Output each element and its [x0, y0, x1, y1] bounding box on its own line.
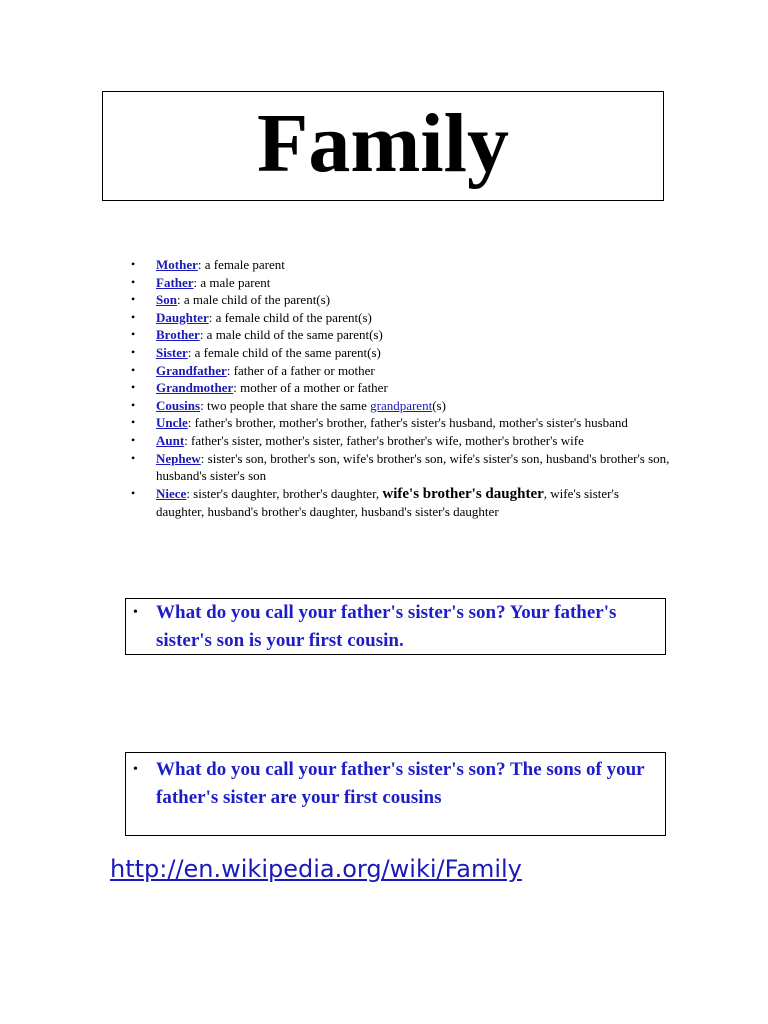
term-link-aunt[interactable]: Aunt — [156, 432, 185, 448]
term-link-mother[interactable]: Mother — [156, 257, 198, 272]
term-definition: : father's brother, mother's brother, father's sister's husband, mother's sister's husband — [187, 415, 628, 431]
term-definition: : a male child of the parent(s) — [176, 292, 331, 308]
page-title: Family — [257, 97, 509, 190]
grandparent-link[interactable]: grandparent — [370, 397, 433, 413]
list-item-brother — [130, 326, 670, 344]
qa-text: What do you call your father's sister's son? Your father's sister's son is your first cousin. — [156, 602, 617, 651]
term-list — [130, 256, 670, 521]
term-definition: : father's sister, mother's sister, father's brother's wife, mother's brother's wife — [184, 432, 584, 448]
term-definition-suffix: (s) — [432, 397, 446, 413]
title-box — [102, 91, 664, 201]
list-item-aunt — [130, 432, 670, 450]
term-link-son[interactable]: Son — [156, 292, 177, 308]
list-item-niece — [130, 485, 670, 521]
bullet-icon: • — [131, 344, 136, 359]
list-item-son — [130, 291, 670, 309]
term-link-father[interactable]: Father — [156, 274, 194, 290]
list-item-father — [130, 274, 670, 292]
qa-text: What do you call your father's sister's son? The sons of your father's sister are your first cousins — [156, 759, 645, 808]
bullet-icon: • — [131, 327, 136, 342]
term-definition: : a female child of the parent(s) — [208, 309, 372, 325]
bullet-icon: • — [131, 362, 136, 377]
bullet-icon: • — [131, 432, 136, 447]
bullet-icon: • — [131, 292, 136, 307]
term-definition: : a male parent — [193, 274, 271, 290]
list-item-mother — [130, 256, 670, 274]
term-link-uncle[interactable]: Uncle — [156, 415, 188, 431]
bullet-icon: • — [131, 397, 136, 412]
list-item-daughter — [130, 309, 670, 327]
term-definition: : sister's daughter, brother's daughter, — [186, 485, 383, 501]
emphasized-phrase: wife's brother's daughter — [382, 485, 544, 502]
list-item-cousins — [130, 397, 670, 415]
source-link[interactable]: http://en.wikipedia.org/wiki/Family — [110, 855, 522, 883]
bullet-icon: • — [133, 762, 138, 777]
term-link-grandfather[interactable]: Grandfather — [156, 362, 227, 378]
bullet-icon: • — [131, 309, 136, 324]
term-link-niece[interactable]: Niece — [156, 485, 187, 501]
term-definition: : father of a father or mother — [226, 362, 375, 378]
term-link-cousins[interactable]: Cousins — [156, 397, 201, 413]
qa-box-second — [125, 752, 666, 836]
list-item-uncle — [130, 414, 670, 432]
bullet-icon: • — [131, 380, 136, 395]
term-definition: : two people that share the same — [200, 397, 371, 413]
list-item-grandmother — [130, 379, 670, 397]
term-definition: : a male child of the same parent(s) — [199, 327, 383, 343]
term-link-sister[interactable]: Sister — [156, 344, 188, 360]
bullet-icon: • — [131, 415, 136, 430]
bullet-icon: • — [131, 274, 136, 289]
term-definition-suffix: , wife's sister's daughter, husband's brother's daughter, husband's sister's daughter — [156, 485, 619, 520]
bullet-icon: • — [131, 257, 136, 271]
term-definition: : sister's son, brother's son, wife's brother's son, wife's sister's son, husband's brother's son, husband's sister's son — [156, 450, 670, 484]
term-link-daughter[interactable]: Daughter — [156, 309, 209, 325]
term-link-brother[interactable]: Brother — [156, 327, 200, 343]
term-definition: : a female child of the same parent(s) — [187, 344, 381, 360]
bullet-icon: • — [131, 485, 136, 500]
list-item-sister — [130, 344, 670, 362]
term-definition: : mother of a mother or father — [233, 380, 388, 396]
bullet-icon: • — [133, 605, 138, 620]
term-link-nephew[interactable]: Nephew — [156, 450, 201, 466]
list-item-nephew — [130, 450, 670, 485]
term-definition: : a female parent — [197, 257, 285, 272]
bullet-icon: • — [131, 450, 136, 465]
list-item-grandfather — [130, 362, 670, 380]
qa-box-first — [125, 598, 666, 655]
term-link-grandmother[interactable]: Grandmother — [156, 380, 234, 396]
